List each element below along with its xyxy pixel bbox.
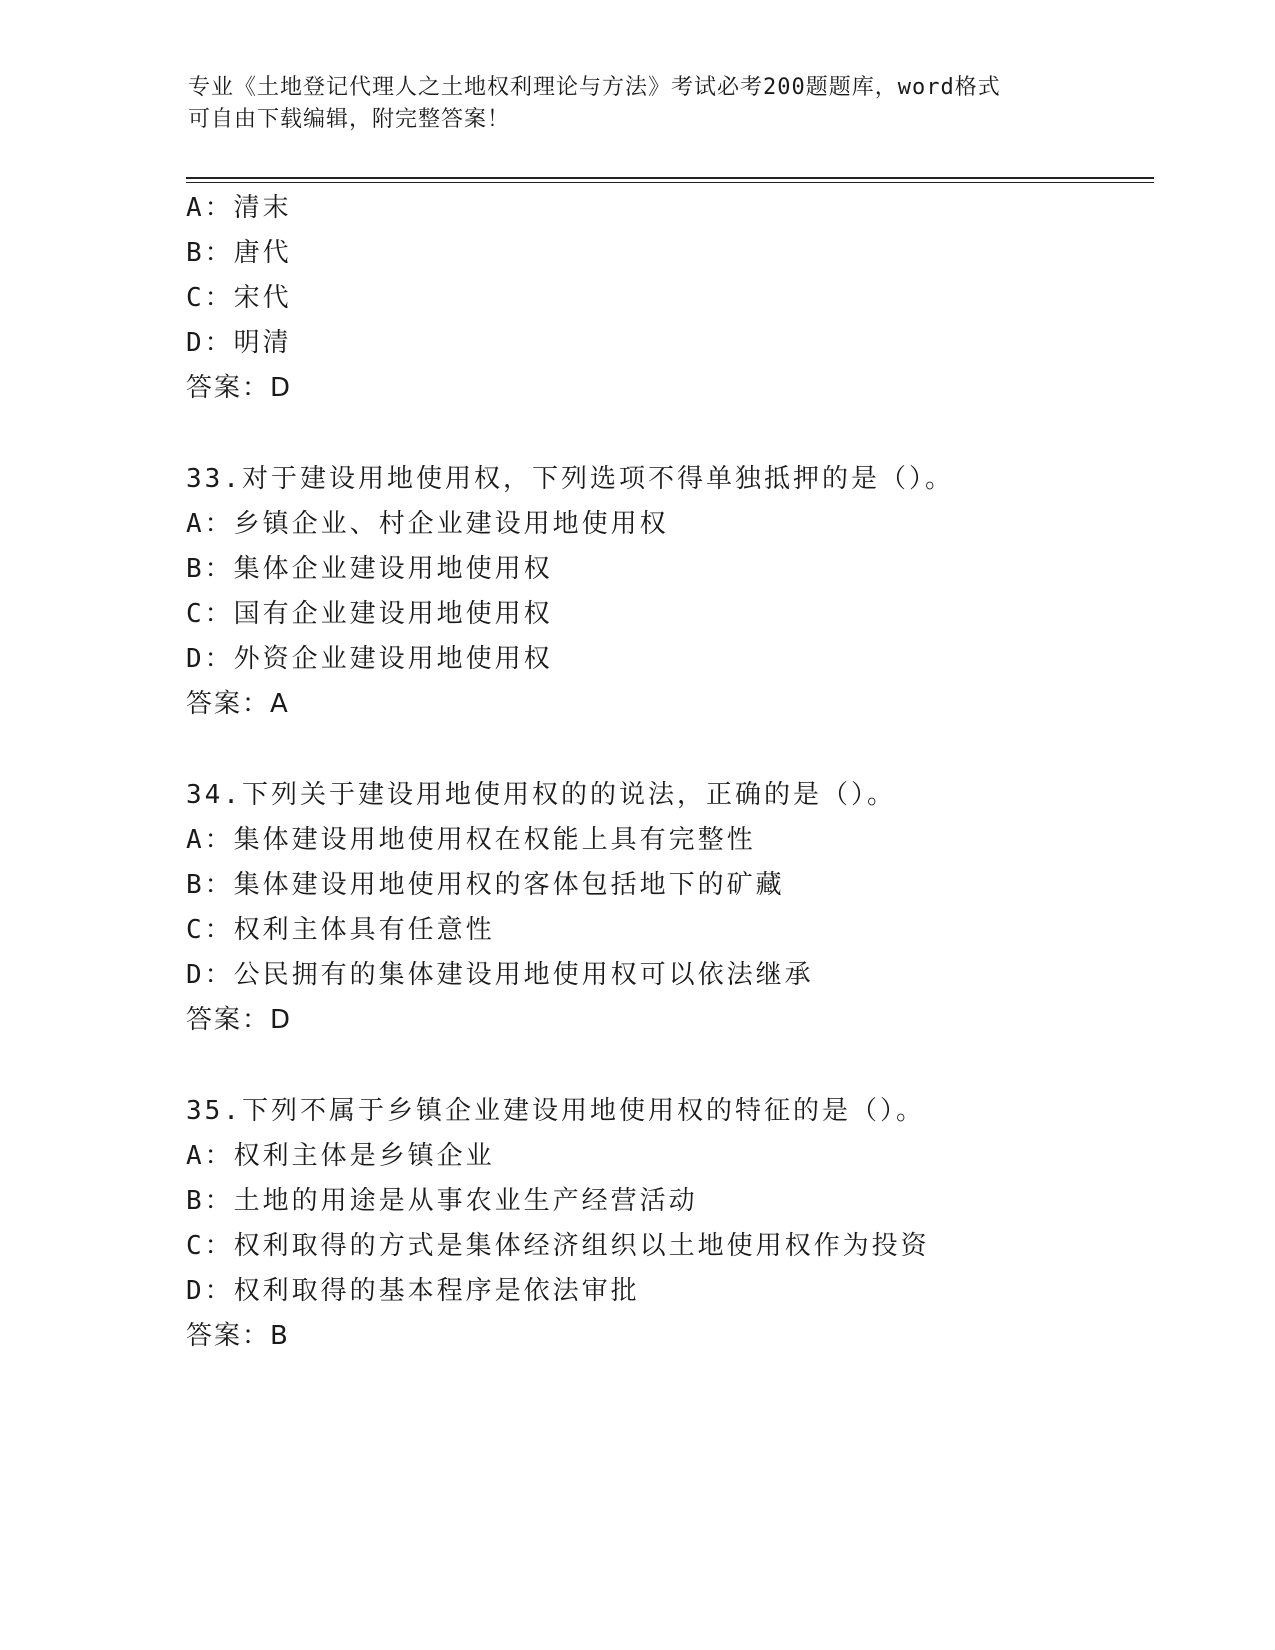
q33-option-b: B：集体企业建设用地使用权 <box>186 554 553 584</box>
q33-option-d: D：外资企业建设用地使用权 <box>186 644 553 674</box>
q35-option-b: B：土地的用途是从事农业生产经营活动 <box>186 1186 698 1216</box>
q32-option-d: D：明清 <box>186 328 292 358</box>
q34-option-c: C：权利主体具有任意性 <box>186 915 495 945</box>
q33-answer: 答案：A <box>186 689 290 719</box>
q32-option-a: A：清末 <box>186 193 292 223</box>
q32-option-b: B：唐代 <box>186 238 292 268</box>
q35-question: 35.下列不属于乡镇企业建设用地使用权的特征的是（）。 <box>186 1096 925 1126</box>
q34-question: 34.下列关于建设用地使用权的的说法，正确的是（）。 <box>186 780 896 810</box>
q35-option-d: D：权利取得的基本程序是依法审批 <box>186 1276 640 1306</box>
q34-option-b: B：集体建设用地使用权的客体包括地下的矿藏 <box>186 870 785 900</box>
document-header <box>188 72 1068 136</box>
q32-answer: 答案：D <box>186 373 293 403</box>
q35-option-c: C：权利取得的方式是集体经济组织以土地使用权作为投资 <box>186 1231 930 1261</box>
q35-option-a: A：权利主体是乡镇企业 <box>186 1141 495 1171</box>
q33-option-c: C：国有企业建设用地使用权 <box>186 599 553 629</box>
header-divider <box>186 177 1154 183</box>
q34-option-d: D：公民拥有的集体建设用地使用权可以依法继承 <box>186 960 814 990</box>
q33-question: 33.对于建设用地使用权，下列选项不得单独抵押的是（）。 <box>186 464 954 494</box>
header-title-line-2: 可自由下载编辑，附完整答案！ <box>188 107 511 132</box>
q35-answer: 答案：B <box>186 1321 290 1351</box>
q33-option-a: A：乡镇企业、村企业建设用地使用权 <box>186 509 669 539</box>
q32-option-c: C：宋代 <box>186 283 292 313</box>
header-title-line-1: 专业《土地登记代理人之土地权利理论与方法》考试必考200题题库，word格式 <box>188 75 1001 100</box>
q34-option-a: A：集体建设用地使用权在权能上具有完整性 <box>186 825 756 855</box>
q34-answer: 答案：D <box>186 1005 293 1035</box>
